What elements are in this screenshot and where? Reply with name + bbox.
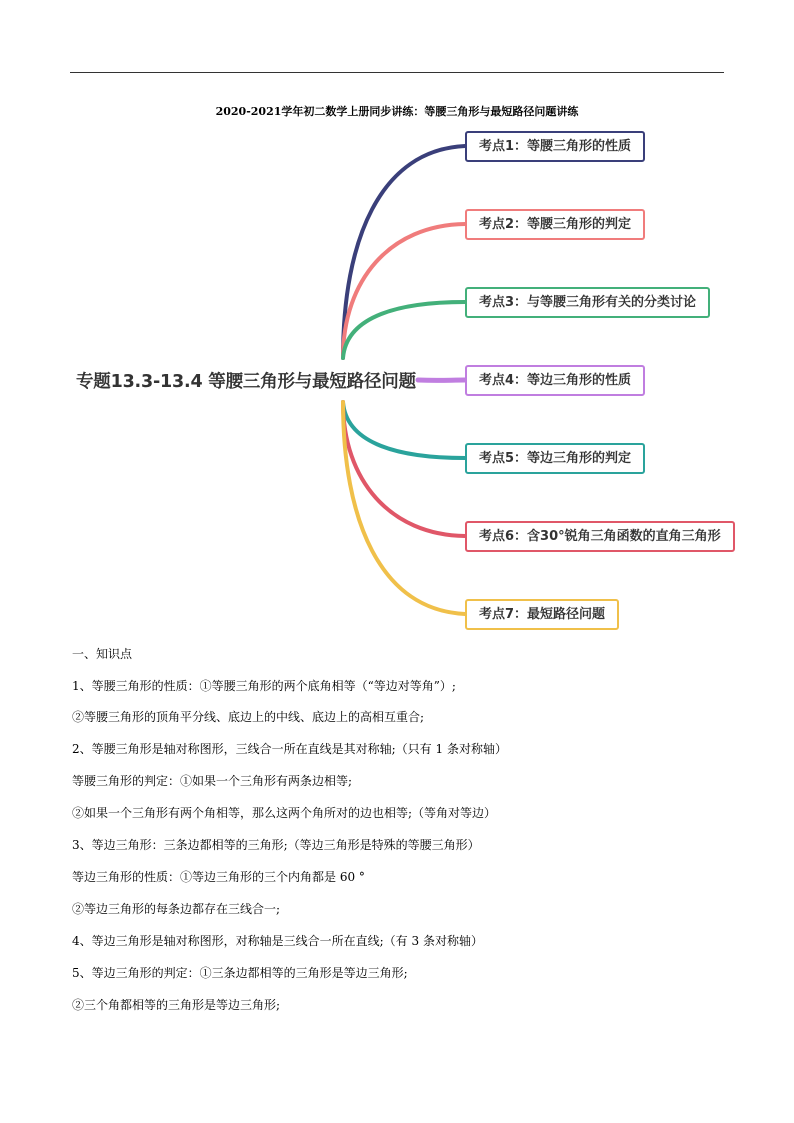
section-title: 一、知识点 — [72, 647, 133, 661]
branch-3 — [343, 302, 465, 358]
branch-6 — [343, 402, 465, 536]
knowledge-line: 等腰三角形的判定：①如果一个三角形有两条边相等; — [72, 774, 353, 788]
knowledge-line: 等边三角形的性质：①等边三角形的三个内角都是 60 ° — [72, 870, 365, 884]
knowledge-line: ②三个角都相等的三角形是等边三角形; — [72, 998, 281, 1012]
mindmap-node-5: 考点5：等边三角形的判定 — [465, 443, 645, 474]
knowledge-line: ②等腰三角形的顶角平分线、底边上的中线、底边上的高相互重合; — [72, 710, 425, 724]
knowledge-line: 2、等腰三角形是轴对称图形，三线合一所在直线是其对称轴;（只有 1 条对称轴） — [72, 742, 507, 756]
knowledge-line: ②如果一个三角形有两个角相等，那么这两个角所对的边也相等;（等角对等边） — [72, 806, 497, 820]
mindmap-center-title: 专题13.3-13.4 等腰三角形与最短路径问题 — [76, 372, 416, 392]
mindmap-node-4: 考点4：等边三角形的性质 — [465, 365, 645, 396]
mindmap-node-1: 考点1：等腰三角形的性质 — [465, 131, 645, 162]
knowledge-line: 5、等边三角形的判定：①三条边都相等的三角形是等边三角形; — [72, 966, 408, 980]
knowledge-line: 3、等边三角形：三条边都相等的三角形;（等边三角形是特殊的等腰三角形） — [72, 838, 480, 852]
mindmap-node-2: 考点2：等腰三角形的判定 — [465, 209, 645, 240]
mindmap-node-3: 考点3：与等腰三角形有关的分类讨论 — [465, 287, 710, 318]
branch-5 — [343, 402, 465, 458]
branch-2 — [343, 224, 465, 358]
knowledge-line: 4、等边三角形是轴对称图形，对称轴是三线合一所在直线;（有 3 条对称轴） — [72, 934, 483, 948]
mindmap-node-7: 考点7：最短路径问题 — [465, 599, 619, 630]
knowledge-line: ②等边三角形的每条边都存在三线合一; — [72, 902, 281, 916]
knowledge-line: 1、等腰三角形的性质：①等腰三角形的两个底角相等（“等边对等角”）; — [72, 679, 456, 693]
document-header: 2020-2021学年初二数学上册同步讲练：等腰三角形与最短路径问题讲练 — [215, 105, 579, 118]
mindmap-node-6: 考点6：含30°锐角三角函数的直角三角形 — [465, 521, 735, 552]
